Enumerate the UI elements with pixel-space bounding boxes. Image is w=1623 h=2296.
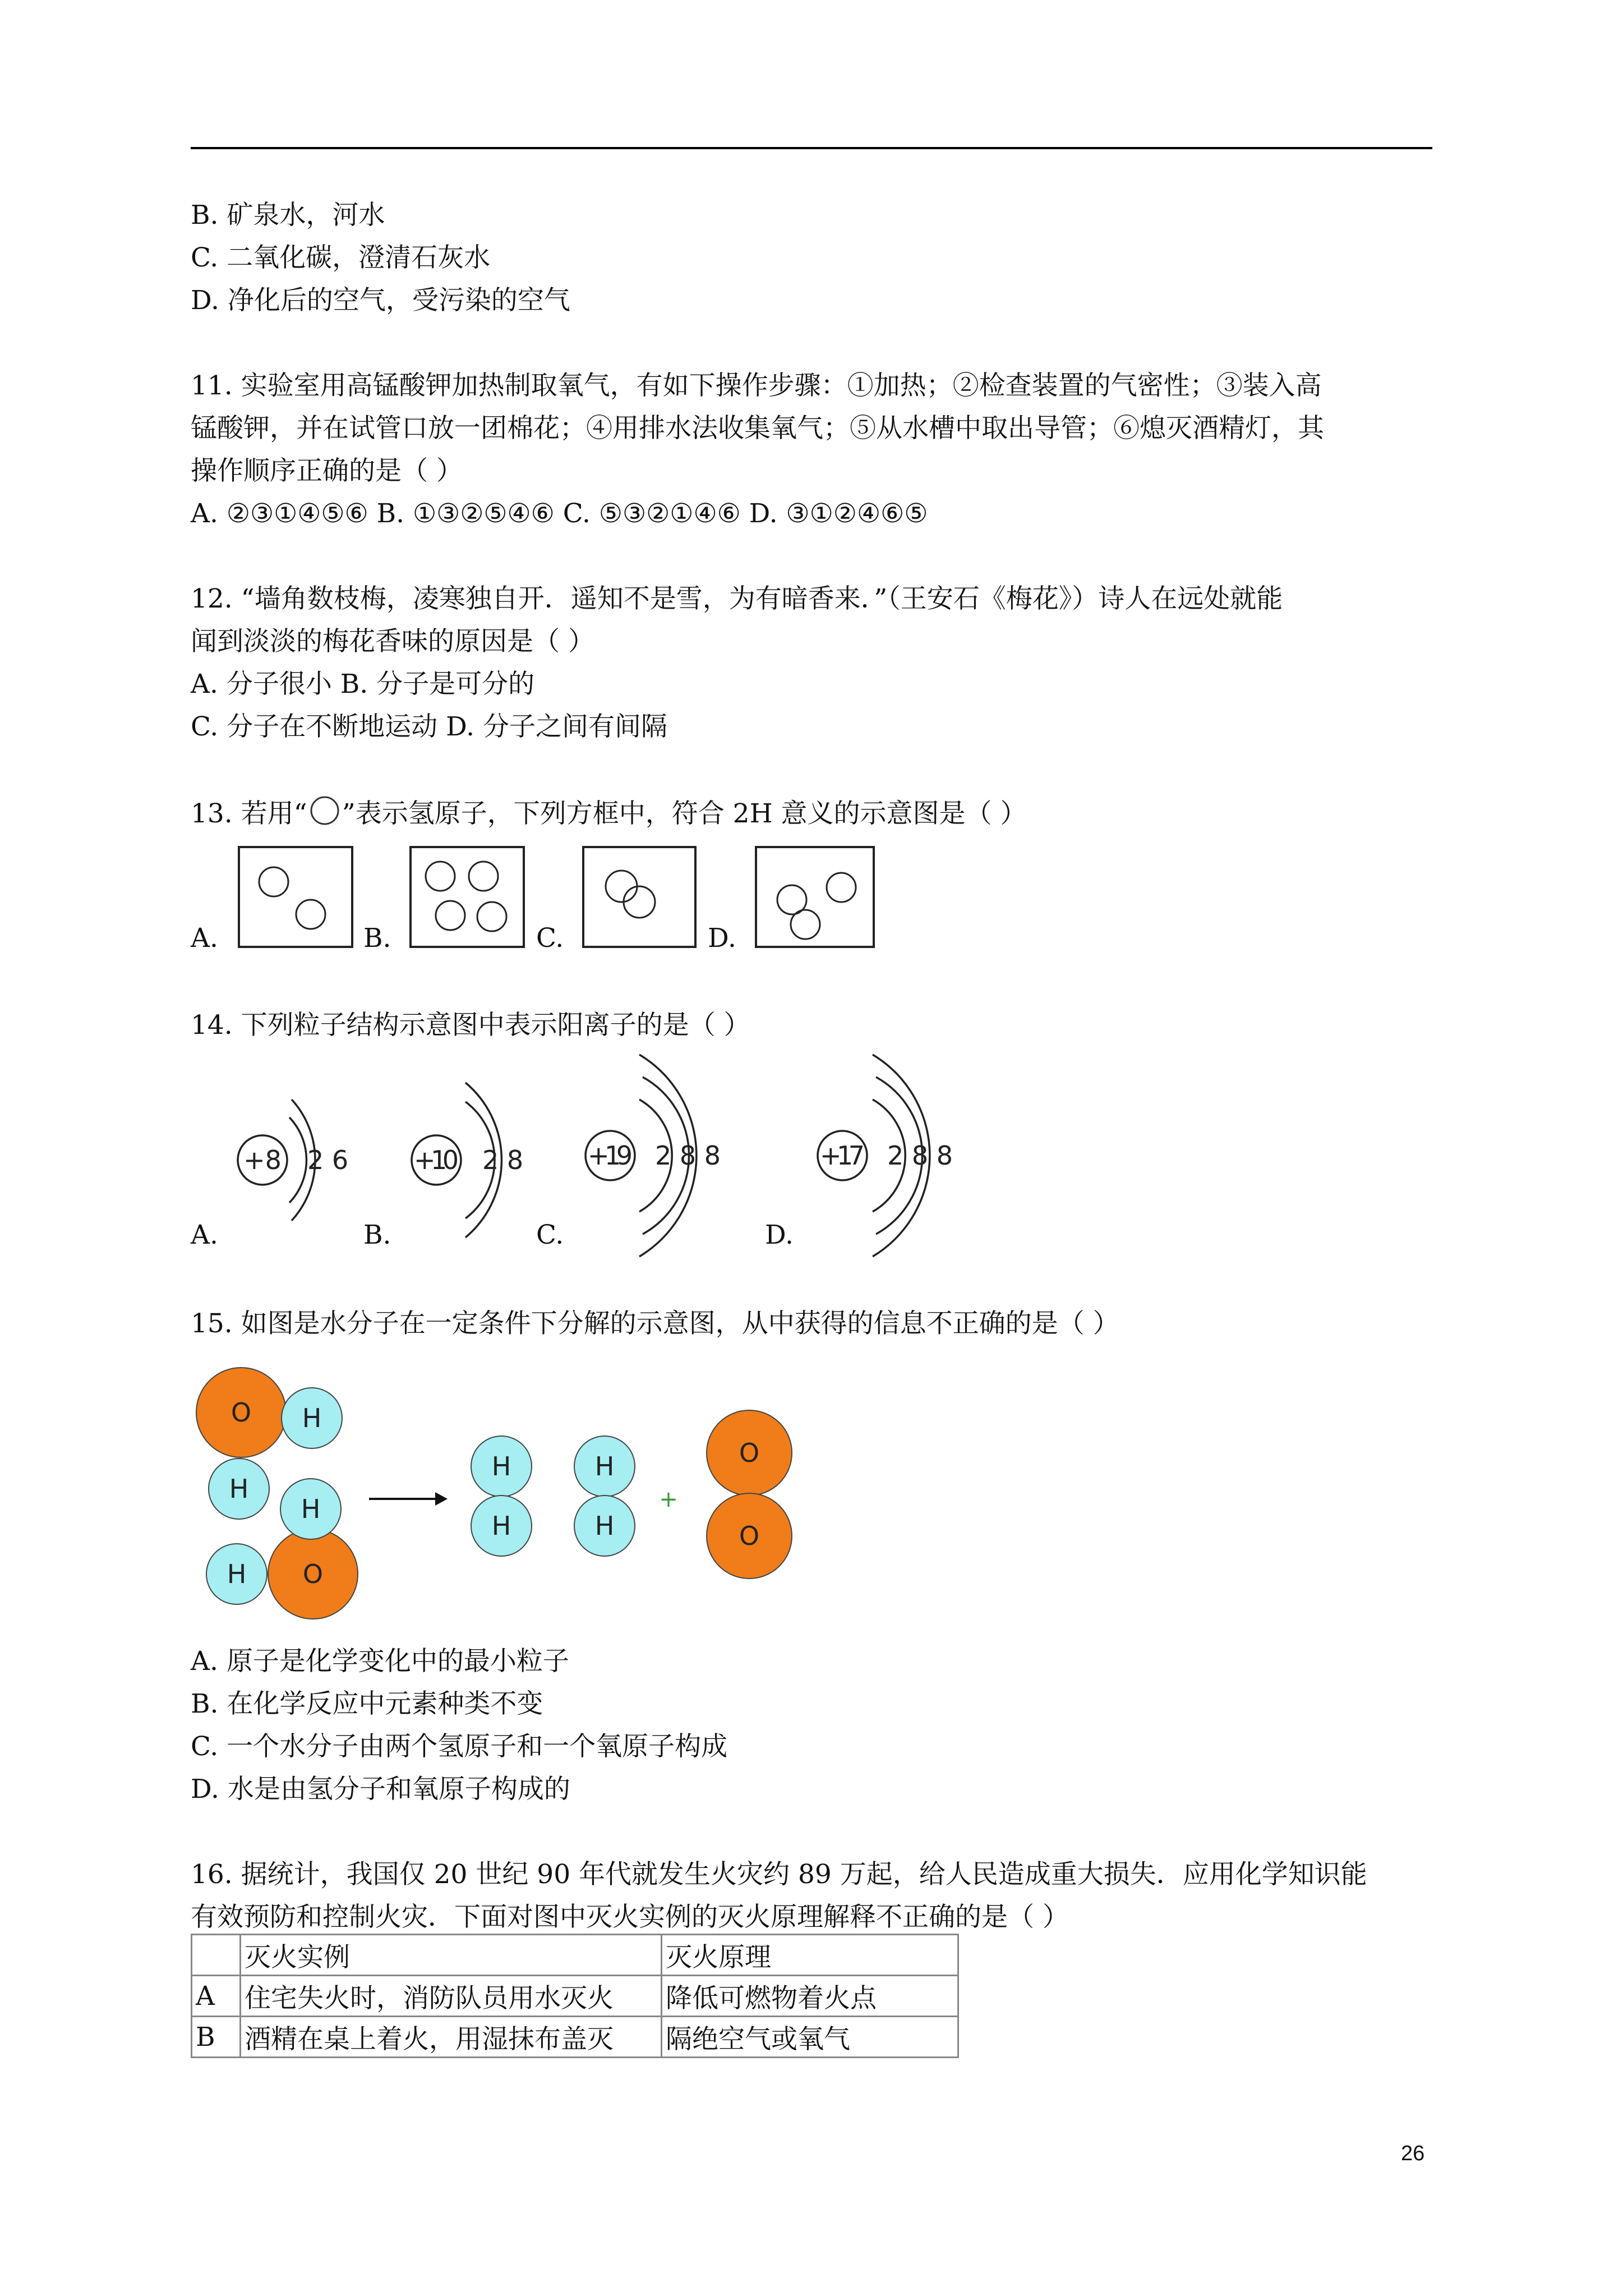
q13-stem-pre: 13. 若用“	[191, 798, 307, 829]
table-cell: 灭火原理	[662, 1935, 958, 1976]
q16-stem-line1: 16. 据统计，我国仅 20 世纪 90 年代就发生火灾约 89 万起，给人民造成重大损失．应用化学知识能	[191, 1859, 1367, 1890]
table-cell: 灭火实例	[241, 1935, 662, 1976]
q12-options-line2: C. 分子在不断地运动 D. 分子之间有间隔	[191, 711, 667, 742]
q15-option-a: A. 原子是化学变化中的最小粒子	[191, 1646, 569, 1677]
q13-stem	[191, 795, 1026, 831]
q14-shells-b: 2 8	[482, 1145, 524, 1175]
q14-nucleus-d: +17	[820, 1140, 865, 1171]
table-cell: A	[192, 1976, 241, 2017]
atom-o-label: O	[739, 1521, 760, 1551]
q13-stem-post: ”表示氢原子，下列方框中，符合 2H 意义的示意图是（ ）	[342, 798, 1027, 829]
table-header-row	[192, 1935, 958, 1976]
q14-label-a: A.	[191, 1220, 218, 1250]
q11-stem-line1: 11. 实验室用高锰酸钾加热制取氧气，有如下操作步骤：①加热；②检查装置的气密性；③装入高	[191, 370, 1322, 401]
page-number: 26	[1401, 2142, 1425, 2165]
q13-label-c: C.	[536, 923, 564, 954]
q13-box-d	[756, 847, 874, 947]
table-row	[192, 1976, 958, 2017]
q14-shells-d: 2 8 8	[887, 1140, 953, 1171]
table-cell: 隔绝空气或氧气	[662, 2017, 958, 2058]
q14-label-c: C.	[536, 1220, 564, 1250]
q11-stem-line3: 操作顺序正确的是（ ）	[191, 455, 463, 486]
q13-label-b: B.	[363, 923, 391, 954]
plus-sign: +	[659, 1487, 678, 1512]
q14-diagrams	[224, 1055, 1009, 1268]
atom-o-label: O	[230, 1397, 252, 1428]
table-cell: 住宅失火时，消防队员用水灭火	[241, 1976, 662, 2017]
atom-h-label: H	[227, 1559, 247, 1589]
q16-table	[191, 1934, 959, 2058]
table-row	[192, 2017, 958, 2058]
q14-label-b: B.	[363, 1220, 391, 1250]
reaction-arrow-icon	[369, 1492, 448, 1506]
q15-diagram	[191, 1369, 819, 1627]
q11-stem-line2: 锰酸钾，并在试管口放一团棉花；④用排水法收集氧气；⑤从水槽中取出导管；⑥熄灭酒精灯，其	[191, 413, 1324, 444]
q13-box-a	[239, 847, 352, 947]
q12-stem-line1: 12. “墙角数枝梅，凌寒独自开．遥知不是雪，为有暗香来．”（王安石《梅花》）诗人在远处就能	[191, 583, 1283, 614]
q16-stem-line2: 有效预防和控制火灾．下面对图中灭火实例的灭火原理解释不正确的是（ ）	[191, 1902, 1069, 1932]
q15-option-d: D. 水是由氢分子和氧原子构成的	[191, 1774, 570, 1805]
q14-nucleus-a: +8	[243, 1145, 282, 1175]
q14-stem: 14. 下列粒子结构示意图中表示阳离子的是（ ）	[191, 1010, 750, 1041]
table-cell: 酒精在桌上着火，用湿抹布盖灭	[241, 2017, 662, 2058]
q11-options: A. ②③①④⑤⑥ B. ①③②⑤④⑥ C. ⑤③②①④⑥ D. ③①②④⑥⑤	[191, 498, 928, 529]
atom-o-label: O	[302, 1559, 324, 1589]
q12-stem-line2: 闻到淡淡的梅花香味的原因是（ ）	[191, 626, 594, 657]
q10-option-b: B. 矿泉水，河水	[191, 200, 385, 231]
atom-h-label: H	[594, 1451, 615, 1481]
q14-nucleus-c: +19	[588, 1140, 633, 1171]
q13-label-d: D.	[708, 923, 736, 954]
oxygen-molecule	[707, 1410, 792, 1579]
q14-shells-a: 2 6	[307, 1145, 349, 1175]
atom-h-label: H	[491, 1511, 511, 1541]
table-cell: B	[192, 2017, 241, 2058]
table-cell: 降低可燃物着火点	[662, 1976, 958, 2017]
atom-h-label: H	[301, 1494, 321, 1524]
atom-o-label: O	[739, 1438, 760, 1468]
hydrogen-atom-icon	[307, 795, 342, 826]
q15-option-b: B. 在化学反应中元素种类不变	[191, 1688, 543, 1719]
q15-option-c: C. 一个水分子由两个氢原子和一个氧原子构成	[191, 1731, 728, 1762]
q13-box-c	[583, 847, 695, 947]
q14-shells-c: 2 8 8	[655, 1140, 721, 1171]
atom-h-label: H	[594, 1511, 615, 1541]
q14-nucleus-b: +10	[414, 1145, 459, 1175]
table-cell	[192, 1935, 241, 1976]
q13-label-a: A.	[191, 923, 218, 954]
q13-box-b	[411, 847, 524, 947]
atom-h-label: H	[229, 1474, 249, 1504]
header-rule	[191, 147, 1432, 149]
atom-h-label: H	[302, 1403, 322, 1433]
q10-option-d: D. 净化后的空气，受污染的空气	[191, 285, 570, 316]
q12-options-line1: A. 分子很小 B. 分子是可分的	[191, 669, 535, 700]
q15-stem: 15. 如图是水分子在一定条件下分解的示意图，从中获得的信息不正确的是（ ）	[191, 1308, 1119, 1339]
atom-h-label: H	[491, 1451, 511, 1481]
q10-option-c: C. 二氧化碳，澄清石灰水	[191, 242, 491, 273]
q14-label-d: D.	[765, 1220, 794, 1250]
